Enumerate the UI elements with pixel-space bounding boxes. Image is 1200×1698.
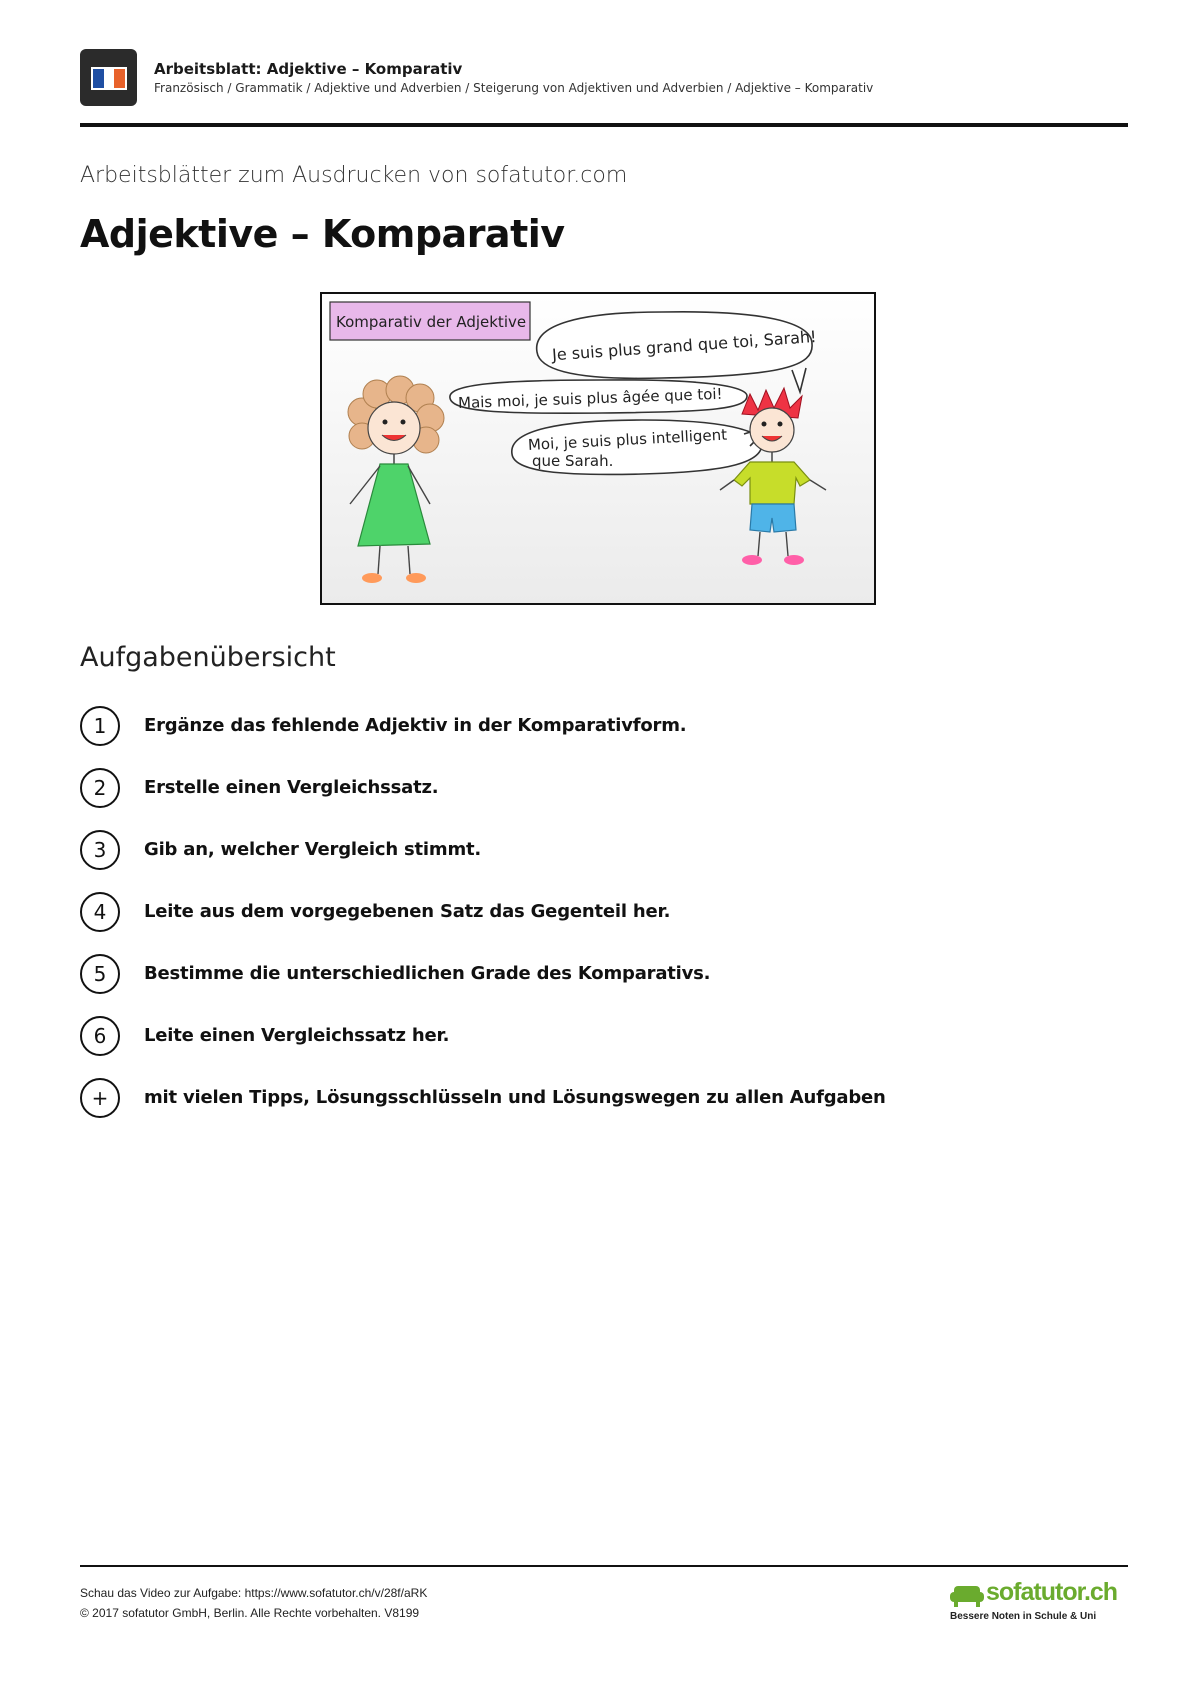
task-text: Ergänze das fehlende Adjektiv in der Komparativform. (144, 715, 687, 736)
page-title: Adjektive – Komparativ (80, 212, 565, 256)
task-number-5: 5 (80, 954, 120, 994)
task-text: Gib an, welcher Vergleich stimmt. (144, 839, 482, 860)
logo-name: sofatutor.ch (986, 1578, 1118, 1606)
task-number-4: 4 (80, 892, 120, 932)
comparative-illustration (320, 292, 876, 605)
header-title: Arbeitsblatt: Adjektive – Komparativ (154, 60, 463, 78)
video-link-text[interactable]: Schau das Video zur Aufgabe: https://www.sofatutor.ch/v/28f/aRK (80, 1586, 428, 1600)
task-text: Erstelle einen Vergleichssatz. (144, 777, 439, 798)
task-number-3: 3 (80, 830, 120, 870)
svg-text:Mais moi, je suis plus âgée qu: Mais moi, je suis plus âgée que toi! (457, 384, 723, 413)
logo-tagline: Bessere Noten in Schule & Uni (950, 1611, 1097, 1622)
svg-text:Moi, je suis plus intelligent: Moi, je suis plus intelligent (527, 425, 728, 454)
svg-text:que Sarah.: que Sarah. (532, 452, 614, 470)
task-text: mit vielen Tipps, Lösungsschlüsseln und Lösungswegen zu allen Aufgaben (144, 1087, 886, 1108)
task-number-2: 2 (80, 768, 120, 808)
breadcrumb: Französisch / Grammatik / Adjektive und Adverbien / Steigerung von Adjektiven und Adverbien / Adjektive – Komparativ (154, 81, 874, 95)
sofa-icon (950, 1584, 984, 1608)
task-number-6: 6 (80, 1016, 120, 1056)
task-text: Leite aus dem vorgegebenen Satz das Gegenteil her. (144, 901, 671, 922)
page-subtitle: Arbeitsblätter zum Ausdrucken von sofatutor.com (80, 163, 628, 188)
task-item (80, 892, 1080, 936)
task-item (80, 1016, 1080, 1060)
plus-icon: + (80, 1078, 120, 1118)
task-text: Bestimme die unterschiedlichen Grade des Komparativs. (144, 963, 711, 984)
task-item (80, 954, 1080, 998)
header-divider (80, 123, 1128, 127)
task-item (80, 768, 1080, 812)
task-text: Leite einen Vergleichssatz her. (144, 1025, 450, 1046)
speech-bubble-2 (450, 380, 747, 413)
task-item-extras (80, 1078, 1080, 1122)
page-header (80, 49, 1128, 108)
task-overview-heading: Aufgabenübersicht (80, 642, 336, 673)
copyright-text: © 2017 sofatutor GmbH, Berlin. Alle Rechte vorbehalten. V8199 (80, 1606, 420, 1620)
sofatutor-logo (950, 1578, 1118, 1628)
task-number-1: 1 (80, 706, 120, 746)
french-flag-icon (80, 49, 137, 106)
speech-bubble-3 (512, 420, 770, 474)
svg-text:Je suis plus grand que toi, Sa: Je suis plus grand que toi, Sarah! (551, 326, 818, 365)
footer-divider (80, 1565, 1128, 1567)
illustration-label: Komparativ der Adjektive (336, 313, 527, 331)
task-item (80, 706, 1080, 750)
task-item (80, 830, 1080, 874)
